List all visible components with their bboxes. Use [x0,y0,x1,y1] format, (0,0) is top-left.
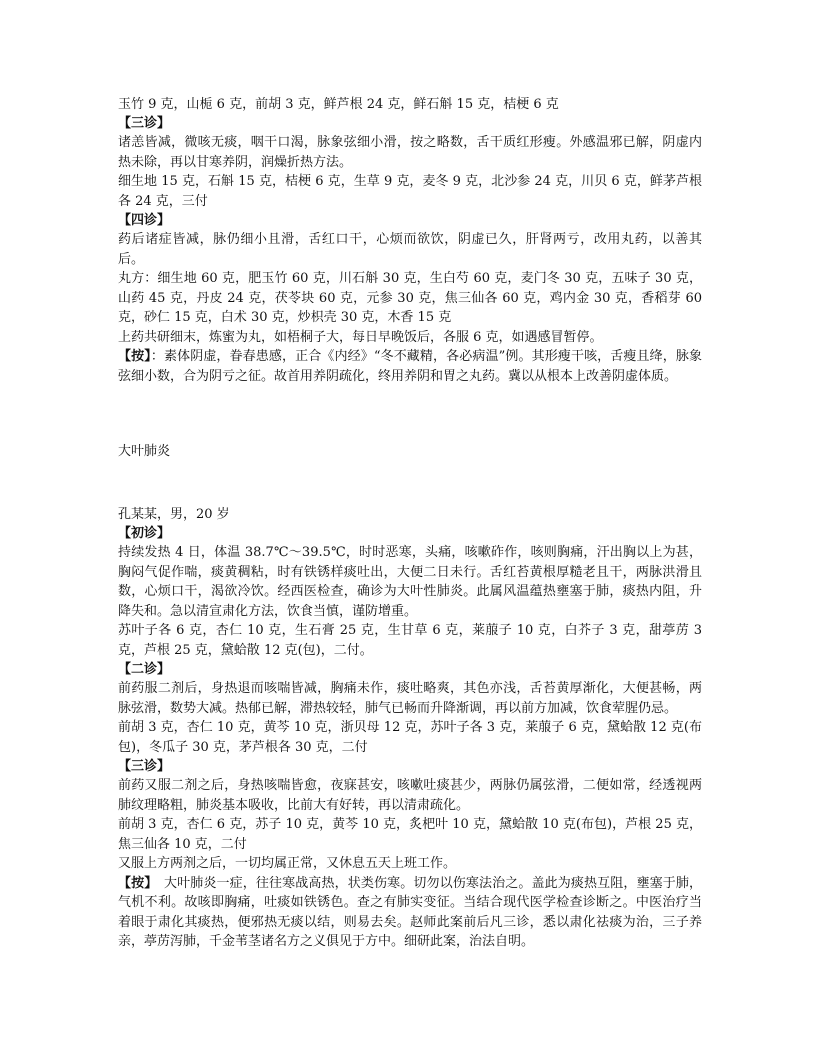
case1-visit3-prescription: 细生地 15 克，石斛 15 克，桔梗 6 克，生草 9 克，麦冬 9 克，北沙参 24 克，川贝 6 克，鲜茅芦根各 24 克，三付 [118,174,702,209]
section-title: 大叶肺炎 [118,444,171,459]
case2-commentary-label: 【按】 [118,875,151,891]
case2-visit1-text: 持续发热 4 日，体温 38.7℃～39.5℃，时时恶寒，头痛，咳嗽砟作，咳则胸痛，汗出胸以上为甚，胸闷气促作喘，痰黄稠粘，时有铁锈样痰吐出，大便二日未行。舌红苔黄根厚糙老且干，两脉洪滑且数，心烦口干，渴欲冷饮。经西医检查，确诊为大叶性肺炎。此属风温蕴热壅塞于肺，痰热内阻，升降失和。急以清宣肃化方法，饮食当慎，谨防增重。 [118,545,702,619]
case2-visit1-label: 【初诊】 [118,526,171,541]
case2-commentary-text: 大叶肺炎一症，往往寒战高热，状类伤寒。切勿以伤寒法治之。盖此为痰热互阻，壅塞于肺，气机不利。故咳即胸痛，吐痰如铁锈色。查之有肺实变征。当结合现代医学检查诊断之。中医治疗当着眼于肃化其痰热，便邪热无痰以结，则易去矣。赵师此案前后凡三诊，悉以肃化祛痰为治，三子养亲，葶苈泻肺，千金苇茎诸名方之义俱见于方中。细研此案，治法自明。 [118,875,702,949]
case2-visit3-label: 【三诊】 [118,759,171,774]
document-page [118,95,702,952]
spacer [118,386,702,442]
case1-pill-prescription: 丸方：细生地 60 克，肥玉竹 60 克，川石斛 30 克，生白芍 60 克，麦门冬 30 克，五味子 30 克，山药 45 克，丹皮 24 克，茯苓块 60 克，元参 30 克，焦三仙各 60 克，鸡内金 30 克，香稻芽 60 克，砂仁 15 克，白术 30 克，炒枳壳 30 克，木香 15 克 [118,271,702,325]
case1-visit3-label: 【三诊】 [118,116,171,131]
case2-visit2-prescription: 前胡 3 克，杏仁 10 克，黄芩 10 克，浙贝母 12 克，苏叶子各 3 克，莱菔子 6 克，黛蛤散 12 克(布包)，冬瓜子 30 克，茅芦根各 30 克，二付 [118,720,702,755]
case1-pill-method: 上药共研细末，炼蜜为丸，如梧桐子大，每日早晚饭后，各服 6 克，如遇感冒暂停。 [118,329,603,345]
case1-visit3-text: 诸恙皆减，微咳无痰，咽干口渴，脉象弦细小滑，按之略数，舌干质红形瘦。外感温邪已解，阴虚内热未除，再以甘寒养阴，润燥折热方法。 [118,135,702,170]
case2-visit3-prescription: 前胡 3 克，杏仁 6 克，苏子 10 克，黄芩 10 克，炙杷叶 10 克，黛蛤散 10 克(布包)，芦根 25 克，焦三仙各 10 克，二付 [118,817,702,852]
case1-commentary [118,347,702,386]
case1-visit4-label: 【四诊】 [118,213,171,228]
case2-commentary [118,874,702,952]
case1-visit4-text: 药后诸症皆减，脉仍细小且滑，舌红口干，心烦而欲饮，阴虚已久，肝肾两亏，改用丸药，以善其后。 [118,232,702,267]
case2-visit3-text: 前药又服二剂之后，身热咳喘皆愈，夜寐甚安，咳嗽吐痰甚少，两脉仍属弦滑，二便如常，经透视两肺纹理略粗，肺炎基本吸收，比前大有好转，再以清肃疏化。 [118,778,702,813]
spacer [118,461,702,505]
case1-prescription-tail: 玉竹 9 克，山栀 6 克，前胡 3 克，鲜芦根 24 克，鲜石斛 15 克，桔梗 6 克 [118,97,559,112]
case2-visit2-label: 【二诊】 [118,662,171,677]
case1-commentary-label: 【按】 [118,349,151,364]
case2-followup: 又服上方两剂之后，一切均属正常，又休息五天上班工作。 [118,856,457,871]
case2-visit1-prescription: 苏叶子各 6 克，杏仁 10 克，生石膏 25 克，生甘草 6 克，莱菔子 10 克，白芥子 3 克，甜葶苈 3 克，芦根 25 克，黛蛤散 12 克(包)，二付。 [118,623,702,658]
case2-visit2-text: 前药服二剂后，身热退而咳喘皆减，胸痛未作，痰吐略爽，其色亦浅，舌苔黄厚渐化，大便甚畅，两脉弦滑，数势大减。热郁已解，滞热较轻，肺气已畅而升降渐调，再以前方加减，饮食荤腥仍忌。 [118,681,702,716]
case1-commentary-text: ：素体阴虚，眷春患感，正合《内经》“冬不藏精，各必病温”例。其形瘦干咳，舌瘦且绛，脉象弦细小数，合为阴亏之征。故首用养阴疏化，终用养阴和胃之丸药。冀以从根本上改善阴虚体质。 [118,349,702,384]
case2-patient: 孔某某，男，20 岁 [118,507,230,522]
